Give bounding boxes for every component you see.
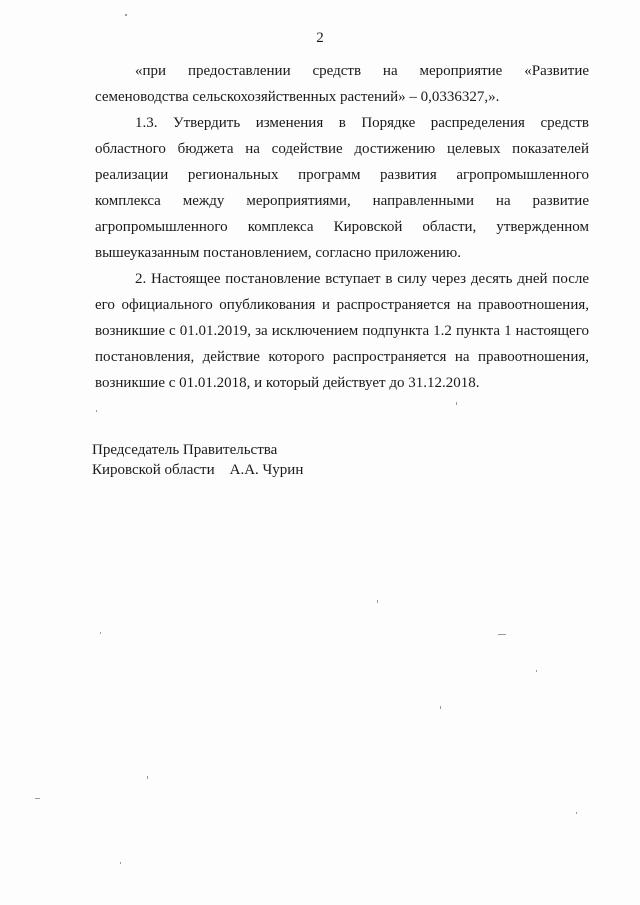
scan-artifact xyxy=(147,776,148,779)
signature-name: Кировской области А.А. Чурин xyxy=(92,462,304,478)
scan-artifact xyxy=(125,14,127,16)
paragraph-2: 2. Настоящее постановление вступает в силу через десять дней после его официального опубликования и распространяется на правоотношения, возникшие с 01.01.2019, за исключением подпункта 1.2 пункта 1 настоящего постановления, действие которого распространяется на правоотношения, возникшие с 01.01.2018, и который действует до 31.12.2018. xyxy=(95,271,589,391)
signature-block xyxy=(92,440,303,480)
paragraph-continuation: «при предоставлении средств на мероприятие «Развитие семеноводства сельскохозяйственных растений» – 0,0336327,». xyxy=(95,63,589,105)
scan-artifact xyxy=(498,634,506,635)
scan-artifact xyxy=(100,632,101,634)
scan-artifact xyxy=(35,798,40,799)
scan-artifact xyxy=(456,402,457,405)
signature-title: Председатель Правительства xyxy=(92,442,278,458)
scan-artifact xyxy=(536,670,537,672)
document-body xyxy=(95,58,589,396)
page-number: 2 xyxy=(316,30,324,46)
paragraph-1-3: 1.3. Утвердить изменения в Порядке распределения средств областного бюджета на содействие достижению целевых показателей реализации региональных программ развития агропромышленного комплекса между мероприятиями, направленными на развитие агропромышленного комплекса Кировской области, утвержденном вышеуказанным постановлением, согласно приложению. xyxy=(95,115,589,261)
scan-artifact xyxy=(576,812,577,814)
scan-artifact xyxy=(96,410,97,412)
scan-artifact xyxy=(120,862,121,864)
scan-artifact xyxy=(440,706,441,709)
scan-artifact xyxy=(377,600,378,603)
